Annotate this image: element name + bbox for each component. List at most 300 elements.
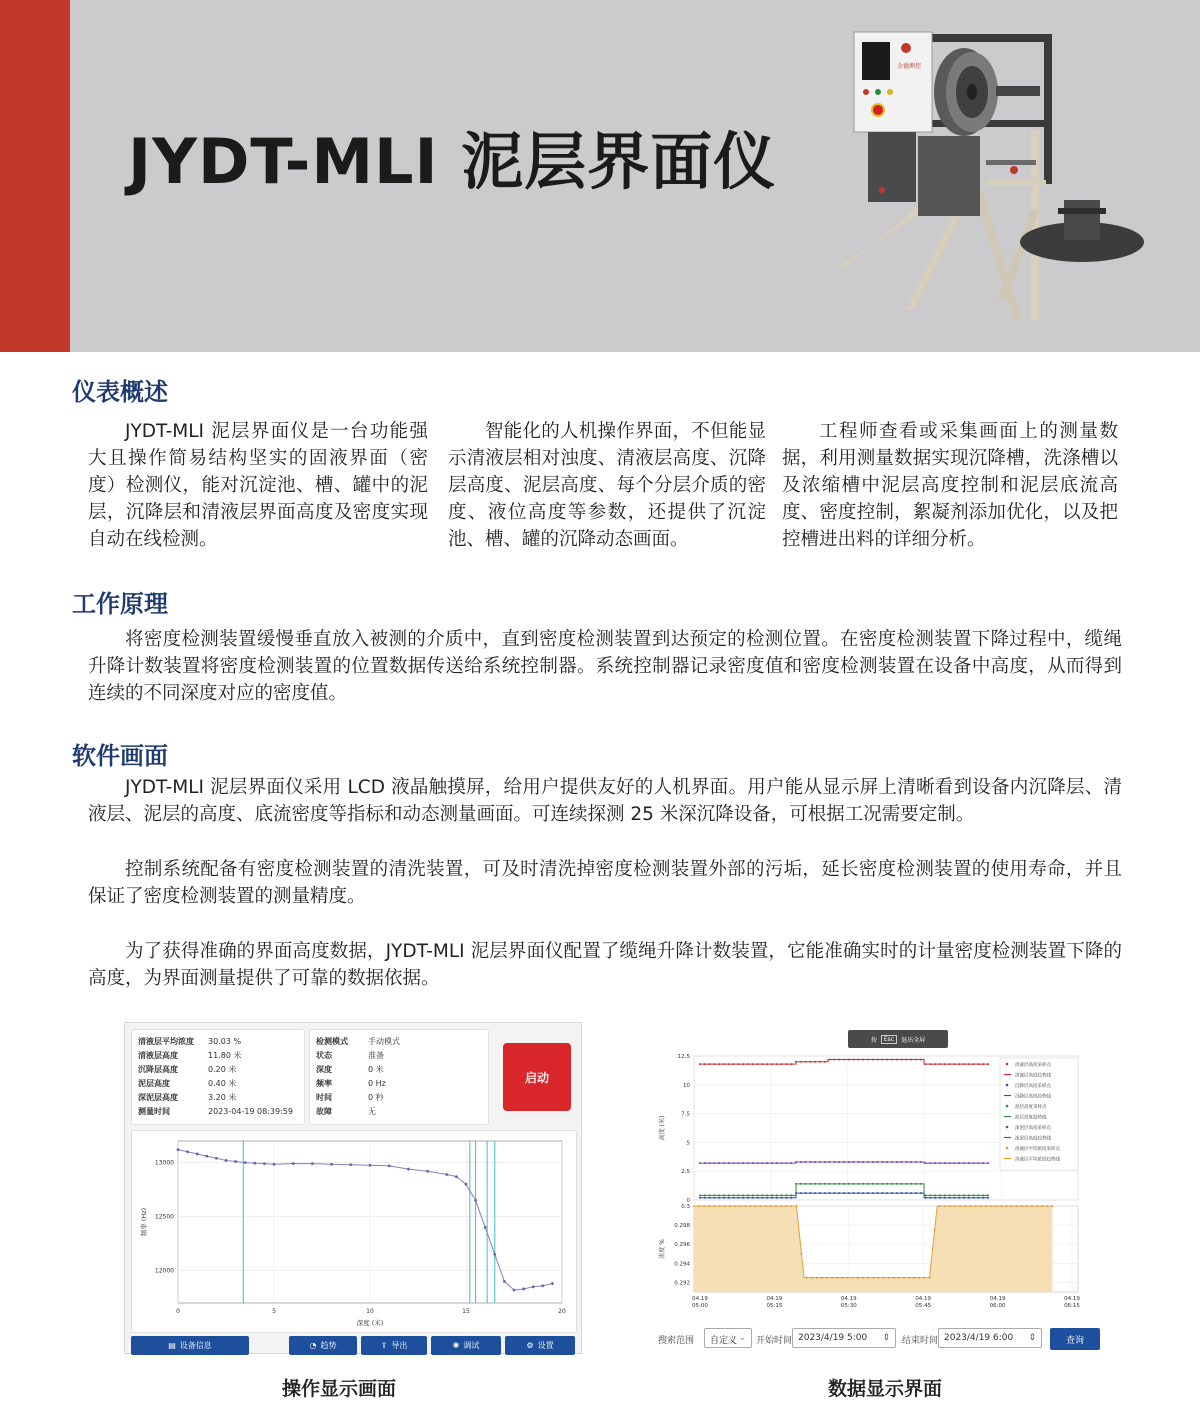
height-sample-point (766, 1197, 768, 1199)
height-sample-point (800, 1192, 802, 1194)
frequency-point (369, 1164, 372, 1167)
frequency-point (311, 1162, 314, 1165)
concentration-point (734, 1205, 736, 1207)
y-tick-label: 12500 (154, 1213, 174, 1221)
export-icon: ⇪ (380, 1341, 388, 1350)
concentration-point (975, 1205, 977, 1207)
height-sample-point (747, 1162, 749, 1164)
height-sample-point (742, 1162, 744, 1164)
height-sample-point (809, 1183, 811, 1185)
height-sample-point (848, 1058, 850, 1060)
height-sample-point (905, 1058, 907, 1060)
section-heading-overview: 仪表概述 (72, 378, 168, 406)
query-button[interactable]: 查询 (1050, 1328, 1100, 1350)
height-sample-point (824, 1061, 826, 1063)
concentration-point (934, 1229, 936, 1231)
concentration-point (1031, 1205, 1033, 1207)
height-sample-point (824, 1183, 826, 1185)
height-sample-point (853, 1161, 855, 1163)
height-sample-point (781, 1194, 783, 1196)
height-sample-point (771, 1197, 773, 1199)
concentration-point (775, 1205, 777, 1207)
height-sample-point (776, 1063, 778, 1065)
export-button[interactable]: ⇪ 导出 (361, 1336, 427, 1355)
x-tick-label: 05:45 (915, 1303, 932, 1309)
height-sample-point (737, 1063, 739, 1065)
concentration-point (949, 1205, 951, 1207)
height-sample-point (910, 1192, 912, 1194)
height-sample-point (699, 1063, 701, 1065)
height-sample-point (963, 1063, 965, 1065)
frequency-point (484, 1226, 487, 1229)
section-heading-software: 软件画面 (72, 742, 168, 770)
concentration-point (785, 1205, 787, 1207)
height-sample-point (771, 1162, 773, 1164)
height-sample-point (968, 1197, 970, 1199)
height-sample-point (709, 1197, 711, 1199)
height-sample-point (752, 1194, 754, 1196)
x-tick-label: 04.19 (840, 1296, 857, 1302)
height-sample-point (728, 1162, 730, 1164)
legend-marker (1006, 1063, 1009, 1066)
height-sample-point (843, 1192, 845, 1194)
concentration-trend-chart (652, 1200, 1098, 1314)
height-sample-point (867, 1183, 869, 1185)
concentration-point (939, 1205, 941, 1207)
height-sample-point (838, 1161, 840, 1163)
frequency-point (465, 1183, 468, 1186)
x-tick-label: 10 (366, 1308, 374, 1315)
concentration-point (908, 1277, 910, 1279)
height-sample-point (790, 1194, 792, 1196)
height-sample-point (944, 1162, 946, 1164)
height-sample-point (987, 1063, 989, 1065)
data-screen-caption: 数据显示界面 (827, 1378, 942, 1400)
height-sample-point (862, 1161, 864, 1163)
height-sample-point (934, 1194, 936, 1196)
debug-button[interactable]: ✱ 调试 (431, 1336, 501, 1355)
frequency-depth-chart (132, 1131, 576, 1332)
height-sample-point (757, 1194, 759, 1196)
height-sample-point (699, 1197, 701, 1199)
height-sample-point (877, 1183, 879, 1185)
x-tick-label: 04.19 (915, 1296, 932, 1302)
principle-paragraph: 将密度检测装置缓慢垂直放入被测的介质中，直到密度检测装置到达预定的检测位置。在密度检测装置下降过程中，缆绳升降计数装置将密度检测装置的位置数据传送给系统控制器。系统控制器记录密度值和密度检测装置在设备中高度，从而得到连续的不同深度对应的密度值。 (88, 629, 1122, 704)
x-tick-label: 05:15 (766, 1303, 783, 1309)
concentration-point (898, 1277, 900, 1279)
height-sample-point (809, 1161, 811, 1163)
x-tick-label: 04.19 (692, 1296, 708, 1302)
height-sample-point (901, 1058, 903, 1060)
frequency-point (388, 1164, 391, 1167)
height-sample-point (824, 1161, 826, 1163)
height-sample-point (910, 1058, 912, 1060)
concentration-point (862, 1277, 864, 1279)
info-row: 故障 无 (316, 1107, 376, 1116)
info-row: 泥层高度 0.40 米 (138, 1079, 237, 1088)
gear-icon: ⚙ (526, 1341, 534, 1350)
height-sample-point (915, 1161, 917, 1163)
height-sample-point (901, 1192, 903, 1194)
height-sample-point (934, 1197, 936, 1199)
height-sample-point (737, 1162, 739, 1164)
height-sample-point (853, 1058, 855, 1060)
y-tick-label: 0 (686, 1198, 690, 1204)
concentration-point (719, 1205, 721, 1207)
y-tick-label: 12000 (154, 1267, 174, 1275)
height-sample-point (785, 1063, 787, 1065)
height-sample-point (824, 1192, 826, 1194)
height-sample-point (968, 1063, 970, 1065)
height-sample-point (944, 1063, 946, 1065)
legend-marker (1006, 1126, 1009, 1129)
height-sample-point (939, 1063, 941, 1065)
legend-marker (1006, 1147, 1009, 1150)
height-sample-point (790, 1162, 792, 1164)
concentration-point (959, 1205, 961, 1207)
height-sample-point (800, 1161, 802, 1163)
height-sample-point (713, 1194, 715, 1196)
overview-paragraph-1: JYDT-MLI 泥层界面仪是一台功能强大且操作简易结构坚实的固液界面（密度）检测仪，能对沉淀池、槽、罐中的泥层，沉降层和清液层界面高度及密度实现自动在线检测。 (88, 421, 428, 550)
legend-label: 清液层高度趋势线 (1015, 1073, 1051, 1079)
start-time-input[interactable]: 2023/4/19 5:00 ⇕ (792, 1328, 896, 1348)
height-sample-point (905, 1183, 907, 1185)
concentration-point (1046, 1205, 1048, 1207)
concentration-point (990, 1205, 992, 1207)
height-sample-point (920, 1161, 922, 1163)
height-sample-point (829, 1161, 831, 1163)
height-sample-point (723, 1197, 725, 1199)
info-row: 测量时间 2023-04-19 08:39:59 (138, 1107, 293, 1116)
height-sample-point (872, 1183, 874, 1185)
end-time-input[interactable]: 2023/4/19 6:00 ⇕ (938, 1328, 1042, 1348)
height-sample-point (805, 1061, 807, 1063)
info-row: 沉降层高度 0.20 米 (138, 1065, 237, 1074)
frequency-point (215, 1157, 218, 1160)
info-row: 清液层平均浓度 30.03 % (138, 1037, 242, 1046)
height-sample-point (728, 1197, 730, 1199)
height-sample-point (814, 1061, 816, 1063)
chevron-down-icon: ⌄ (738, 1333, 746, 1343)
height-sample-point (790, 1197, 792, 1199)
height-sample-point (737, 1194, 739, 1196)
height-sample-point (977, 1162, 979, 1164)
height-sample-point (963, 1197, 965, 1199)
device-info-button[interactable]: ▤ 设备信息 (131, 1336, 249, 1355)
concentration-point (831, 1277, 833, 1279)
concentration-point (801, 1253, 803, 1255)
concentration-point (836, 1277, 838, 1279)
concentration-point (980, 1205, 982, 1207)
frequency-point (205, 1155, 208, 1158)
height-sample-point (761, 1063, 763, 1065)
x-tick-label: 20 (558, 1308, 566, 1315)
height-sample-point (795, 1161, 797, 1163)
height-sample-point (982, 1197, 984, 1199)
height-sample-point (886, 1161, 888, 1163)
x-tick-label: 05:00 (692, 1303, 708, 1309)
frequency-point (426, 1170, 429, 1173)
height-sample-point (901, 1161, 903, 1163)
height-sample-point (757, 1063, 759, 1065)
height-sample-point (896, 1183, 898, 1185)
height-sample-point (929, 1063, 931, 1065)
concentration-point (765, 1205, 767, 1207)
y-tick-label: 0.292 (674, 1280, 690, 1287)
height-sample-point (833, 1161, 835, 1163)
concentration-point (724, 1205, 726, 1207)
concentration-point (893, 1277, 895, 1279)
height-sample-point (819, 1161, 821, 1163)
concentration-point (888, 1277, 890, 1279)
height-sample-point (886, 1183, 888, 1185)
overview-paragraph-2: 智能化的人机操作界面，不但能显示清液层相对浊度、清液层高度、沉降层高度、泥层高度、每个分层介质的密度、液位高度等参数，还提供了沉淀池、槽、罐的沉降动态画面。 (448, 421, 766, 550)
stepper-icon: ⇕ (1028, 1333, 1036, 1343)
search-range-label: 搜索范围 (658, 1336, 695, 1346)
height-sample-point (982, 1194, 984, 1196)
x-tick-label: 04.19 (989, 1296, 1006, 1302)
height-sample-point (790, 1063, 792, 1065)
page-title: JYDT-MLI 泥层界面仪 (128, 125, 777, 198)
legend-marker (1006, 1105, 1009, 1108)
height-sample-point (963, 1162, 965, 1164)
concentration-point (744, 1205, 746, 1207)
height-sample-point (709, 1162, 711, 1164)
height-sample-point (718, 1197, 720, 1199)
height-sample-point (713, 1063, 715, 1065)
concentration-point (739, 1205, 741, 1207)
height-sample-point (733, 1063, 735, 1065)
height-sample-point (963, 1194, 965, 1196)
height-sample-point (766, 1194, 768, 1196)
height-sample-point (881, 1161, 883, 1163)
frequency-point (186, 1150, 189, 1153)
start-button[interactable]: 启动 (503, 1043, 571, 1111)
status-card-left (131, 1029, 305, 1125)
legend-marker (1006, 1084, 1009, 1087)
height-sample-point (819, 1192, 821, 1194)
debug-icon: ✱ (452, 1341, 460, 1350)
height-sample-point (867, 1058, 869, 1060)
concentration-point (918, 1277, 920, 1279)
concentration-point (1026, 1205, 1028, 1207)
concentration-point (708, 1205, 710, 1207)
height-sample-point (872, 1192, 874, 1194)
height-sample-point (829, 1058, 831, 1060)
height-sample-point (987, 1162, 989, 1164)
height-sample-point (805, 1161, 807, 1163)
info-row: 状态 准备 (316, 1051, 384, 1060)
frequency-point (541, 1284, 544, 1287)
height-sample-point (785, 1194, 787, 1196)
height-sample-point (867, 1161, 869, 1163)
height-sample-point (723, 1194, 725, 1196)
concentration-point (1000, 1205, 1002, 1207)
height-sample-point (848, 1161, 850, 1163)
concentration-point (703, 1205, 705, 1207)
height-sample-point (905, 1161, 907, 1163)
height-sample-point (776, 1197, 778, 1199)
info-row: 深度 0 米 (316, 1065, 384, 1074)
height-sample-point (795, 1192, 797, 1194)
height-sample-point (809, 1192, 811, 1194)
height-sample-point (785, 1162, 787, 1164)
height-sample-point (733, 1194, 735, 1196)
search-range-select[interactable]: 自定义 ⌄ (704, 1328, 752, 1348)
frequency-point (503, 1280, 506, 1283)
x-axis-label: 深度 (米) (356, 1319, 384, 1327)
concentration-point (970, 1205, 972, 1207)
x-tick-label: 04.19 (1064, 1296, 1080, 1302)
height-sample-point (891, 1183, 893, 1185)
height-sample-point (968, 1194, 970, 1196)
device-info-icon: ▤ (168, 1341, 176, 1350)
height-sample-point (905, 1192, 907, 1194)
height-sample-point (833, 1058, 835, 1060)
height-sample-point (891, 1192, 893, 1194)
height-sample-point (814, 1192, 816, 1194)
height-sample-point (958, 1194, 960, 1196)
height-sample-point (929, 1194, 931, 1196)
data-screen (652, 1022, 1098, 1356)
height-sample-point (838, 1058, 840, 1060)
height-sample-point (766, 1063, 768, 1065)
height-sample-point (939, 1162, 941, 1164)
height-sample-point (833, 1192, 835, 1194)
height-sample-point (709, 1063, 711, 1065)
height-sample-point (925, 1063, 927, 1065)
frequency-point (273, 1163, 276, 1166)
height-sample-point (795, 1183, 797, 1185)
height-sample-point (848, 1192, 850, 1194)
height-sample-point (867, 1192, 869, 1194)
height-sample-point (949, 1162, 951, 1164)
concentration-point (954, 1205, 956, 1207)
concentration-point (877, 1277, 879, 1279)
height-sample-point (910, 1183, 912, 1185)
height-sample-point (982, 1162, 984, 1164)
concentration-point (995, 1205, 997, 1207)
operation-screen-caption: 操作显示画面 (281, 1378, 396, 1400)
frequency-point (330, 1163, 333, 1166)
info-row: 频率 0 Hz (316, 1079, 386, 1088)
height-sample-point (877, 1058, 879, 1060)
concentration-point (780, 1205, 782, 1207)
height-sample-point (809, 1061, 811, 1063)
height-sample-point (800, 1061, 802, 1063)
section-heading-principle: 工作原理 (72, 590, 168, 618)
height-sample-point (977, 1194, 979, 1196)
concentration-point (760, 1205, 762, 1207)
height-sample-point (862, 1058, 864, 1060)
height-sample-point (958, 1197, 960, 1199)
height-sample-point (713, 1162, 715, 1164)
height-sample-point (718, 1194, 720, 1196)
concentration-point (872, 1277, 874, 1279)
height-sample-point (925, 1197, 927, 1199)
concentration-point (1052, 1205, 1054, 1207)
height-sample-point (843, 1161, 845, 1163)
x-tick-label: 15 (462, 1308, 470, 1315)
height-sample-point (814, 1161, 816, 1163)
height-sample-point (752, 1063, 754, 1065)
frequency-point (244, 1161, 247, 1164)
concentration-point (806, 1277, 808, 1279)
height-sample-point (886, 1058, 888, 1060)
height-sample-point (771, 1063, 773, 1065)
concentration-point (1021, 1205, 1023, 1207)
header-red-bar (0, 0, 70, 352)
concentration-point (821, 1277, 823, 1279)
trend-icon: ◔ (309, 1341, 317, 1350)
x-tick-label: 04.19 (766, 1296, 783, 1302)
frequency-point (234, 1160, 237, 1163)
height-sample-point (742, 1194, 744, 1196)
height-sample-point (886, 1192, 888, 1194)
height-sample-point (757, 1162, 759, 1164)
height-sample-point (776, 1162, 778, 1164)
y-tick-label: 13000 (154, 1159, 174, 1167)
concentration-point (811, 1277, 813, 1279)
height-sample-point (939, 1194, 941, 1196)
concentration-point (985, 1205, 987, 1207)
concentration-point (755, 1205, 757, 1207)
legend-label: 沉降层高度趋势线 (1015, 1094, 1051, 1100)
height-sample-point (877, 1161, 879, 1163)
frequency-point (407, 1168, 410, 1171)
settings-button[interactable]: ⚙ 设置 (505, 1336, 575, 1355)
height-sample-point (881, 1058, 883, 1060)
height-sample-point (737, 1197, 739, 1199)
height-sample-point (747, 1197, 749, 1199)
legend-label: 深泥层高度趋势线 (1015, 1136, 1051, 1142)
height-sample-point (896, 1058, 898, 1060)
concentration-point (867, 1277, 869, 1279)
y-axis-label: 频率 (Hz) (140, 1207, 148, 1237)
frequency-point (196, 1153, 199, 1156)
end-time-label: 结束时间 (902, 1336, 939, 1346)
height-sample-point (915, 1183, 917, 1185)
concentration-point (714, 1205, 716, 1207)
height-sample-point (925, 1162, 927, 1164)
trend-button[interactable]: ◔ 趋势 (289, 1336, 357, 1355)
height-sample-point (829, 1192, 831, 1194)
height-sample-point (896, 1161, 898, 1163)
height-sample-point (699, 1162, 701, 1164)
height-sample-point (953, 1194, 955, 1196)
height-sample-point (781, 1063, 783, 1065)
concentration-point (826, 1277, 828, 1279)
height-sample-point (881, 1183, 883, 1185)
height-sample-point (857, 1058, 859, 1060)
height-sample-point (819, 1183, 821, 1185)
height-sample-point (944, 1197, 946, 1199)
height-sample-point (814, 1183, 816, 1185)
height-sample-point (977, 1197, 979, 1199)
y-tick-label: 0.3 (681, 1204, 690, 1210)
frequency-point (253, 1162, 256, 1165)
height-sample-point (920, 1192, 922, 1194)
height-sample-point (723, 1162, 725, 1164)
height-sample-point (781, 1197, 783, 1199)
concentration-point (852, 1277, 854, 1279)
legend-label: 清液层平均浓度采样点 (1015, 1147, 1060, 1152)
height-sample-point (872, 1161, 874, 1163)
height-sample-point (949, 1063, 951, 1065)
info-row: 深泥层高度 3.20 米 (138, 1093, 237, 1102)
legend-label: 清液层平均浓度趋势线 (1015, 1157, 1060, 1163)
info-row: 检测模式 手动模式 (316, 1037, 400, 1046)
